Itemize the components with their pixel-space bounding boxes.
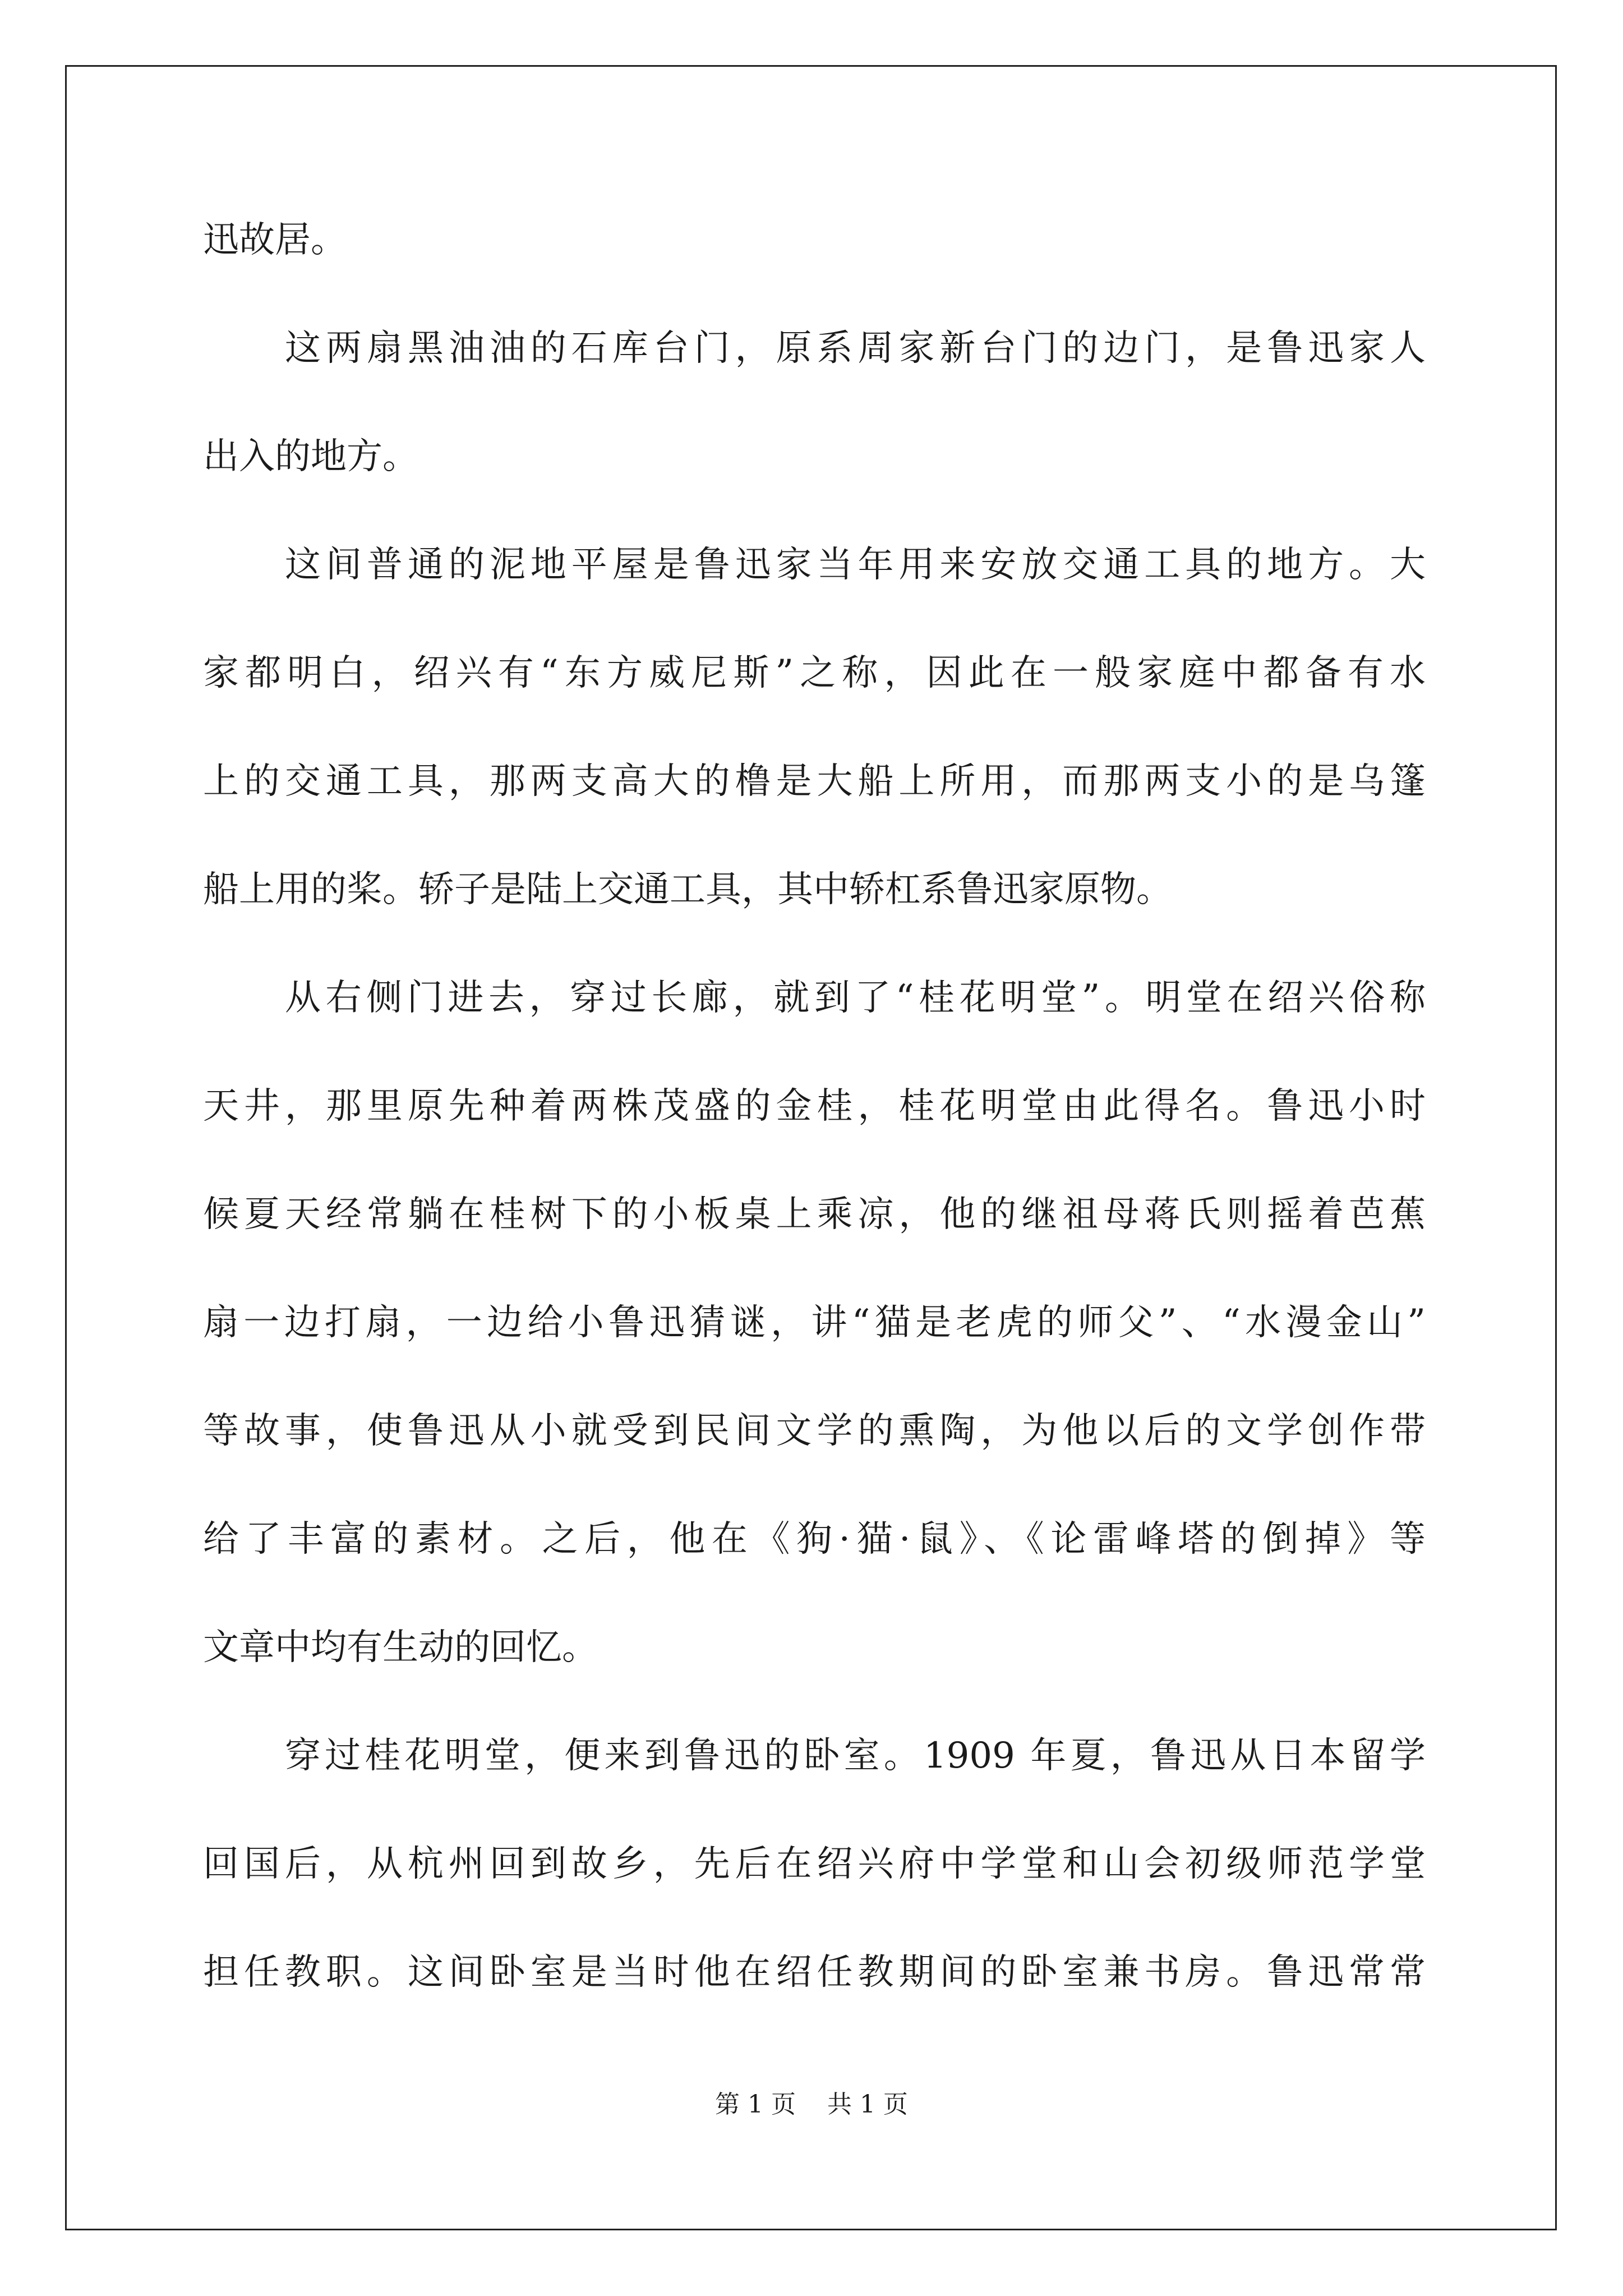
text-line: 回国后，从杭州回到故乡，先后在绍兴府中学堂和山会初级师范学堂: [203, 1843, 1426, 1885]
text-line: 给了丰富的素材。之后，他在《狗·猫·鼠》、《论雷峰塔的倒掉》等: [203, 1519, 1426, 1560]
document-body: [203, 206, 1426, 2047]
text-line: 这两扇黑油油的石库台门，原系周家新台门的边门，是鲁迅家人: [285, 328, 1426, 369]
text-line: 扇一边打扇，一边给小鲁迅猜谜，讲“猫是老虎的师父”、“水漫金山”: [203, 1302, 1426, 1343]
text-line: 担任教职。这间卧室是当时他在绍任教期间的卧室兼书房。鲁迅常常: [203, 1952, 1426, 1993]
text-line: 穿过桂花明堂，便来到鲁迅的卧室。1909 年夏，鲁迅从日本留学: [285, 1735, 1426, 1777]
text-line: 从右侧门进去，穿过长廊，就到了“桂花明堂”。明堂在绍兴俗称: [285, 977, 1426, 1019]
text-line: 天井，那里原先种着两株茂盛的金桂，桂花明堂由此得名。鲁迅小时: [203, 1085, 1426, 1127]
page-footer: 第 1 页 共 1 页: [715, 2090, 908, 2119]
text-line: 家都明白，绍兴有“东方威尼斯”之称，因此在一般家庭中都备有水: [203, 652, 1426, 694]
text-line: 上的交通工具，那两支高大的橹是大船上所用，而那两支小的是乌篷: [203, 761, 1426, 802]
text-line: 出入的地方。: [203, 436, 418, 477]
text-line: 迅故居。: [203, 219, 347, 261]
text-line: 等故事，使鲁迅从小就受到民间文学的熏陶，为他以后的文学创作带: [203, 1410, 1426, 1452]
text-line: 文章中均有生动的回忆。: [203, 1627, 598, 1668]
text-line: 船上用的桨。轿子是陆上交通工具，其中轿杠系鲁迅家原物。: [203, 869, 1172, 910]
text-line: 候夏天经常躺在桂树下的小板桌上乘凉，他的继祖母蒋氏则摇着芭蕉: [203, 1194, 1426, 1235]
text-line: 这间普通的泥地平屋是鲁迅家当年用来安放交通工具的地方。大: [285, 544, 1426, 586]
